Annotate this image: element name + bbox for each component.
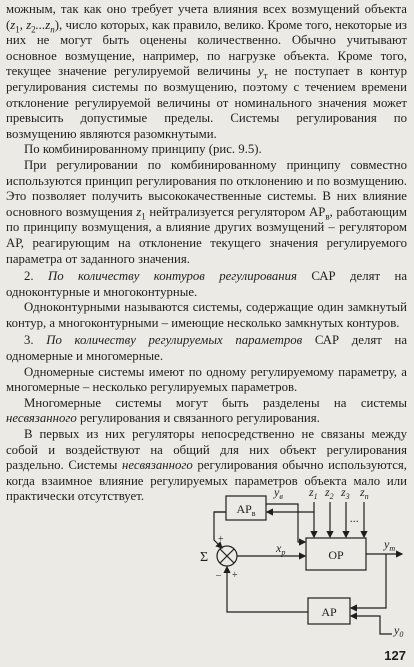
label-z3: $z_3$ [341,485,350,501]
text-run: в [325,211,330,222]
text-run: z [136,204,142,219]
ar-label: АР [321,605,337,619]
paragraph-p8 [6,396,407,427]
text-run: 2. [24,269,48,284]
block-diagram-svg [196,482,408,642]
label-yv: $y_в$ [274,485,283,501]
label-dots: ... [350,511,359,525]
text-run: Одноконтурными называются системы, содержащие один замкнутый контур, а многоконтурными – имеющие несколько замкнутых контуров. [6,300,407,330]
text-run: 3. [24,333,47,348]
text-run: По количеству регулируемых параметров [46,333,303,348]
text-run: т [263,70,268,81]
text-run: , [19,17,27,32]
text-run: z [10,17,16,32]
text-run: , работающим по принципу возмущения, а влияние других возмущений – регулятором АР, реагирующим на отклонение текущего значения регулируемого параметра от заданного значения. [6,204,408,266]
label-y0: $y_0$ [394,623,404,639]
plus-bottom: + [232,570,238,581]
text-run: несвязанного [122,458,193,473]
text-run: САР делят на одноконтурные и многоконтурные. [6,269,407,299]
text-run: 1 [15,24,20,35]
text-run: регулирования обычно используются, когда взаимное влияние регулируемых параметров объекта мало или практически отсутствует. [6,458,407,504]
block-diagram-figure [196,482,408,642]
text-run: По комбинированному принципу (рис. 9.5). [24,142,262,157]
text-run: По количеству контуров регулирования [48,269,297,284]
text-run: несвязанного [6,411,77,426]
paragraph-p5 [6,300,407,331]
paragraph-p1 [6,2,407,142]
text-run: ), число которых, как правило, велико. Кроме того, некоторые из них не могут быть оценены количественно. Обычно учитывают основное возмущение, например, по нагрузке объекта. Кроме того, текущее значение регулируемой величины [6,17,407,79]
label-zn: $z_n$ [360,485,369,501]
label-z2: $z_2$ [325,485,334,501]
paragraph-p2 [6,142,407,158]
label-xp: $x_p$ [276,541,286,557]
text-run: САР делят на одномерные и многомерные. [6,333,407,364]
text-run: 1 [141,211,146,222]
paragraph-p4 [6,269,407,300]
text-run: регулирования и связанного регулирования. [76,411,320,426]
text-run: можным, так как оно требует учета влияния всех возмущений объекта ( [6,2,407,32]
text-run: В первых из них регуляторы непосредственно не связаны между собой и воздействуют на общий для них объект регулирования раздельно. Системы [6,427,407,473]
minus-sign: – [216,570,221,581]
body-text [6,2,407,505]
label-yt: $y_т$ [384,537,396,553]
paragraph-p7 [6,365,407,396]
label-z1: $z_1$ [309,485,318,501]
text-run: нейтрализуется регулятором АР [145,204,326,219]
or-label: ОР [328,548,344,562]
text-run: не поступает в контур регулирования системы по возмущению, поэтому с течением времени отклонение регулируемой величины от номинального значения может превысить допустимые пределы. Системы регулирования по возмущению являются разомкнутыми. [6,64,407,141]
text-run: z [26,17,32,32]
label-sigma: Σ [200,550,209,565]
ar-v-label: $АР_в$ [236,502,256,518]
paragraph-p6 [6,333,407,364]
text-run: При регулировании по комбинированному принципу совместно используются принцип регулирования по отклонению и по возмущению. Это позволяет получить высококачественные системы. В них влияние основного возмущения [6,157,407,219]
text-run: z [45,17,51,32]
plus-top: + [218,534,224,545]
paragraph-p3 [6,158,407,267]
page-number: 127 [384,648,406,663]
text-run: Одномерные системы имеют по одному регулируемому параметру, а многомерные – несколько регулируемых параметров. [6,364,407,395]
text-run: n [50,24,55,35]
text-run: ... [35,17,46,32]
text-run: Многомерные системы могут быть разделены на системы [24,395,407,410]
text-run: 2 [31,24,36,35]
text-run: y [257,64,264,79]
